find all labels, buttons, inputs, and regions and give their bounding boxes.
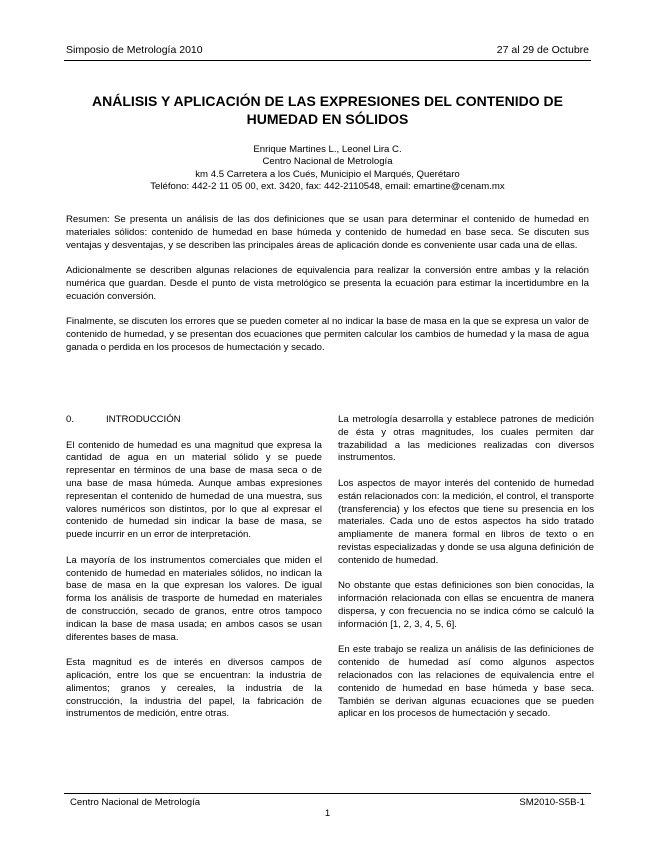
body-paragraph: Esta magnitud es de interés en diversos campos de aplicación, entre los que se encuentran: la industria de alimentos; granos y cereales, la industria de la construcción, la industria del papel, la fabricación de instrumentos de medición, entre otras.: [66, 657, 322, 720]
section-title: INTRODUCCIÓN: [106, 414, 181, 425]
section-number: 0.: [66, 414, 75, 425]
footer-rule: [64, 793, 591, 794]
page-number: 1: [324, 808, 331, 819]
abstract-paragraph: Finalmente, se discuten los errores que se pueden cometer al no indicar la base de masa en la que se expresa un valor de contenido de humedad, y se presentan dos ecuaciones que permiten calcular los cambios de humedad y la masa de agua ganada o perdida en los procesos de humectación y secado.: [66, 315, 589, 353]
body-paragraph: La mayoría de los instrumentos comerciales que miden el contenido de humedad en materiales sólidos, no indican la base de masa en la que expresan los valores. De igual forma los análisis de trasporte de humedad en materiales de construcción, secado de granos, entre otros tampoco indican la base de masa usada; en ambos casos se usan diferentes bases de masa.: [66, 554, 322, 643]
left-column: [66, 414, 322, 734]
body-paragraph: En este trabajo se realiza un análisis de las definiciones de contenido de humedad así como algunos aspectos relacionados con las relaciones de equivalencia entre el contenido de humedad en base húmeda y base seca. También se derivan algunas ecuaciones que se pueden aplicar en los procesos de humectación y secado.: [338, 644, 594, 720]
author-block: [60, 144, 595, 194]
abstract-paragraph: Adicionalmente se describen algunas relaciones de equivalencia para realizar la conversión entre ambas y la relación numérica que guardan. Desde el punto de vista metrológico se presenta la ecuación para estimar la incertidumbre en la ecuación conversión.: [66, 264, 589, 302]
author-contact: Teléfono: 442-2 11 05 00, ext. 3420, fax: 442-2110548, email: emartine@cenam.mx: [150, 181, 505, 193]
author-address: km 4.5 Carretera a los Cués, Municipio el Marqués, Querétaro: [195, 168, 460, 180]
body-paragraph: El contenido de humedad es una magnitud que expresa la cantidad de agua en un material sólido y se puede representar en términos de una base de masa seca o de una base de masa húmeda. Aunque ambas expresiones representan el contenido de humedad de una muestra, sus valores numéricos son distintos, por lo que al expresar el contenido de humedad sin indicar la base de masa, se puede incurrir en un error de interpretación.: [66, 439, 322, 541]
footer-left: Centro Nacional de Metrología: [70, 797, 201, 808]
footer-right: SM2010-S5B-1: [519, 797, 585, 808]
body-paragraph: Los aspectos de mayor interés del contenido de humedad están relacionados con: la medición, el control, el transporte (transferencia) y los efectos que tiene su presencia en los materiales. Cada uno de estos aspectos ha sido tratado ampliamente de manera formal en libros de texto o en revistas especializadas y donde se usa alguna definición de contenido de humedad.: [338, 477, 594, 566]
section-heading: [66, 414, 322, 427]
abstract: [66, 214, 589, 367]
running-header-right: 27 al 29 de Octubre: [496, 44, 589, 56]
running-header-left: Simposio de Metrología 2010: [66, 44, 203, 56]
paper-title: ANÁLISIS Y APLICACIÓN DE LAS EXPRESIONES DEL CONTENIDO DE HUMEDAD EN SÓLIDOS: [92, 93, 563, 127]
header-rule: [64, 60, 591, 61]
author-names: Enrique Martines L., Leonel Lira C.: [253, 144, 402, 155]
right-column: [338, 414, 594, 734]
body-paragraph: No obstante que estas definiciones son bien conocidas, la información relacionada con ellas se encuentra de manera dispersa, y con frecuencia no se indica cómo se calculó la información [1, 2, 3, 4, 5, 6].: [338, 580, 594, 630]
body-paragraph: La metrología desarrolla y establece patrones de medición de ésta y otras magnitudes, los cuales permiten dar trazabilidad a las mediciones realizadas con diversos instrumentos.: [338, 414, 594, 464]
author-institution: Centro Nacional de Metrología: [262, 156, 393, 168]
abstract-paragraph: Resumen: Se presenta un análisis de las dos definiciones que se usan para determinar el contenido de humedad en materiales sólidos: contenido de humedad en base húmeda y contenido de humedad en base seca. Se discuten sus ventajas y desventajas, y se describen las principales áreas de aplicación donde es conveniente usar cada una de ellas.: [66, 214, 589, 251]
